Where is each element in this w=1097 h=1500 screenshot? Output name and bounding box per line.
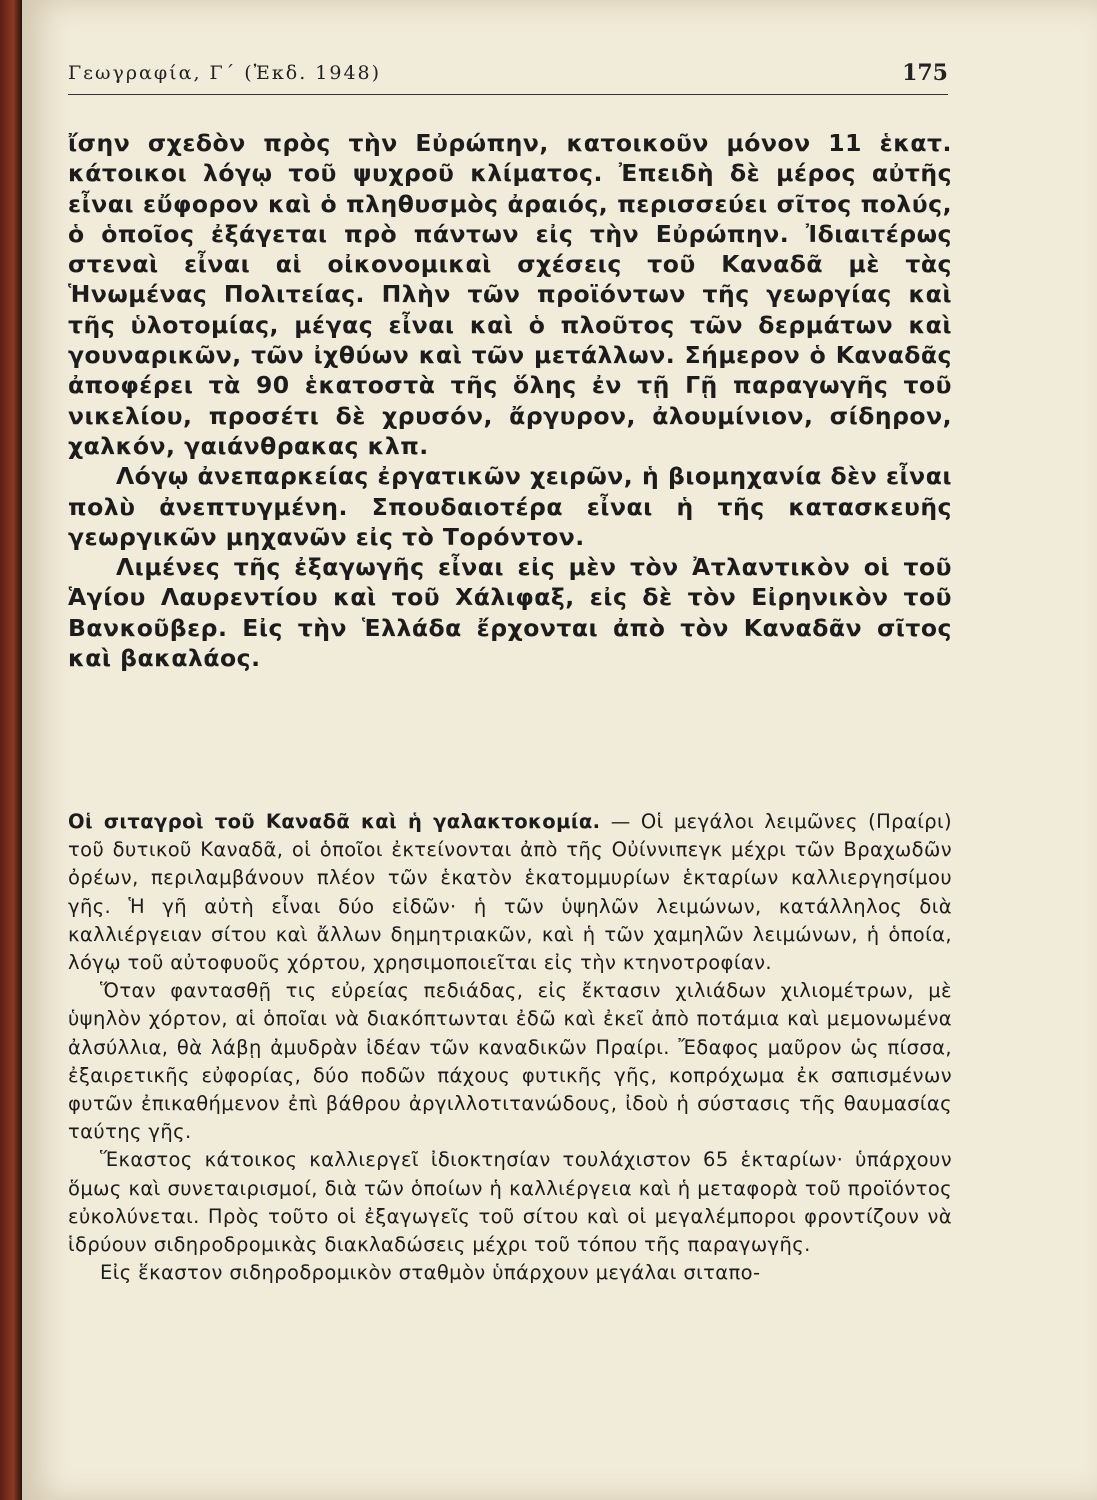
paragraph: Ὅταν φαντασθῇ τις εὐρείας πεδιάδας, εἰς ἔκτασιν χιλιάδων χιλιομέτρων, μὲ ὑψηλὸν χόρτον, αἱ ὁποῖαι νὰ διακόπτωνται ἐδῶ καὶ ἐκεῖ ἀπὸ ποτάμια καὶ μεμονωμένα ἀλσύλλια, θὰ λάβῃ ἀμυδρὰν ἰδέαν τῶν καναδικῶν Πραίρι. Ἔδαφος μαῦρον ὡς πίσσα, ἐξαιρετικῆς εὐφορίας, δύο ποδῶν πάχους φυτικῆς γῆς, κοπρόχωμα ἐκ σαπισμένων φυτῶν ἐπικαθήμενον ἐπὶ βάθρου ἀργιλλοτιτανώδους, ἰδοὺ ἡ σύστασις τῆς θαυμασίας ταύτης γῆς.	[68, 979, 952, 1144]
running-title: Γεωγραφία, Γ΄ (Ἐκδ. 1948)	[68, 62, 382, 84]
section-prairies	[68, 808, 952, 1287]
paragraph: Ἕκαστος κάτοικος καλλιεργεῖ ἰδιοκτησίαν τουλάχιστον 65 ἑκταρίων· ὑπάρχουν ὅμως καὶ συνεταιρισμοί, διὰ τῶν ὁποίων ἡ καλλιέργεια καὶ ἡ μεταφορὰ τοῦ προϊόντος εὐκολύνεται. Πρὸς τοῦτο οἱ ἐξαγωγεῖς τοῦ σίτου καὶ οἱ μεγαλέμποροι φροντίζουν νὰ ἱδρύουν σιδηροδρομικὰς διακλαδώσεις μέχρι τοῦ τόπου τῆς παραγωγῆς.	[68, 1148, 952, 1257]
header-rule	[68, 94, 948, 95]
paragraph: Εἰς ἕκαστον σιδηροδρομικὸν σταθμὸν ὑπάρχουν μεγάλαι σιταπο-	[100, 1261, 761, 1285]
paragraph: Λιμένες τῆς ἐξαγωγῆς εἶναι εἰς μὲν τὸν Ἀτλαντικὸν οἱ τοῦ Ἁγίου Λαυρεντίου καὶ τοῦ Χάλιφαξ, εἰς δὲ τὸν Εἰρηνικὸν τοῦ Βανκοῦβερ. Εἰς τὴν Ἑλλάδα ἔρχονται ἀπὸ τὸν Καναδᾶν σῖτος καὶ βακαλάος.	[68, 553, 952, 673]
section-canada-economy	[68, 128, 952, 673]
book-spine	[0, 0, 22, 1500]
paragraph: Λόγῳ ἀνεπαρκείας ἐργατικῶν χειρῶν, ἡ βιομηχανία δὲν εἶναι πολὺ ἀνεπτυγμένη. Σπουδαιοτέρα εἶναι ἡ τῆς κατασκευῆς γεωργικῶν μηχανῶν εἰς τὸ Τορόντον.	[68, 462, 952, 551]
paragraph: ἴσην σχεδὸν πρὸς τὴν Εὐρώπην, κατοικοῦν μόνον 11 ἑκατ. κάτοικοι λόγῳ τοῦ ψυχροῦ κλίματος. Ἐπειδὴ δὲ μέρος αὐτῆς εἶναι εὔφορον καὶ ὁ πληθυσμὸς ἀραιός, περισσεύει σῖτος πολύς, ὁ ὁποῖος ἐξάγεται πρὸ πάντων εἰς τὴν Εὐρώπην. Ἰδιαιτέρως στεναὶ εἶναι αἱ οἰκονομικαὶ σχέσεις τοῦ Καναδᾶ μὲ τὰς Ἡνωμένας Πολιτείας. Πλὴν τῶν προϊόντων τῆς γεωργίας καὶ τῆς ὑλοτομίας, μέγας εἶναι καὶ ὁ πλοῦτος τῶν δερμάτων καὶ γουναρικῶν, τῶν ἰχθύων καὶ τῶν μετάλλων. Σήμερον ὁ Καναδᾶς ἀποφέρει τὰ 90 ἑκατοστὰ τῆς ὅλης ἐν τῇ Γῇ παραγωγῆς τοῦ νικελίου, προσέτι δὲ χρυσόν, ἄργυρον, ἀλουμίνιον, σίδηρον, χαλκόν, γαιάνθρακας κλπ.	[68, 129, 952, 460]
paragraph	[68, 808, 952, 977]
page-header	[68, 58, 948, 94]
paragraph-text: — Οἱ μεγάλοι λειμῶνες (Πραίρι) τοῦ δυτικοῦ Καναδᾶ, οἱ ὁποῖοι ἐκτείνονται ἀπὸ τῆς Οὐίννιπεγκ μέχρι τῶν Βραχωδῶν ὀρέων, περιλαμβάνουν πλέον τῶν ἑκατὸν ἑκατομμυρίων ἑκταρίων καλλιεργησίμου γῆς. Ἡ γῆ αὐτὴ εἶναι δύο εἰδῶν· ἡ τῶν ὑψηλῶν λειμώνων, κατάλληλος διὰ καλλιέργειαν σίτου καὶ ἄλλων δημητριακῶν, καὶ ἡ τῶν χαμηλῶν λειμώνων, ἡ ὁποία, λόγῳ τοῦ αὐτοφυοῦς χόρτου, χρησιμοποιεῖται εἰς τὴν κτηνοτροφίαν.	[68, 810, 952, 975]
section-heading: Οἱ σιταγροὶ τοῦ Καναδᾶ καὶ ἡ γαλακτοκομία.	[68, 810, 601, 833]
page-number: 175	[902, 60, 948, 86]
